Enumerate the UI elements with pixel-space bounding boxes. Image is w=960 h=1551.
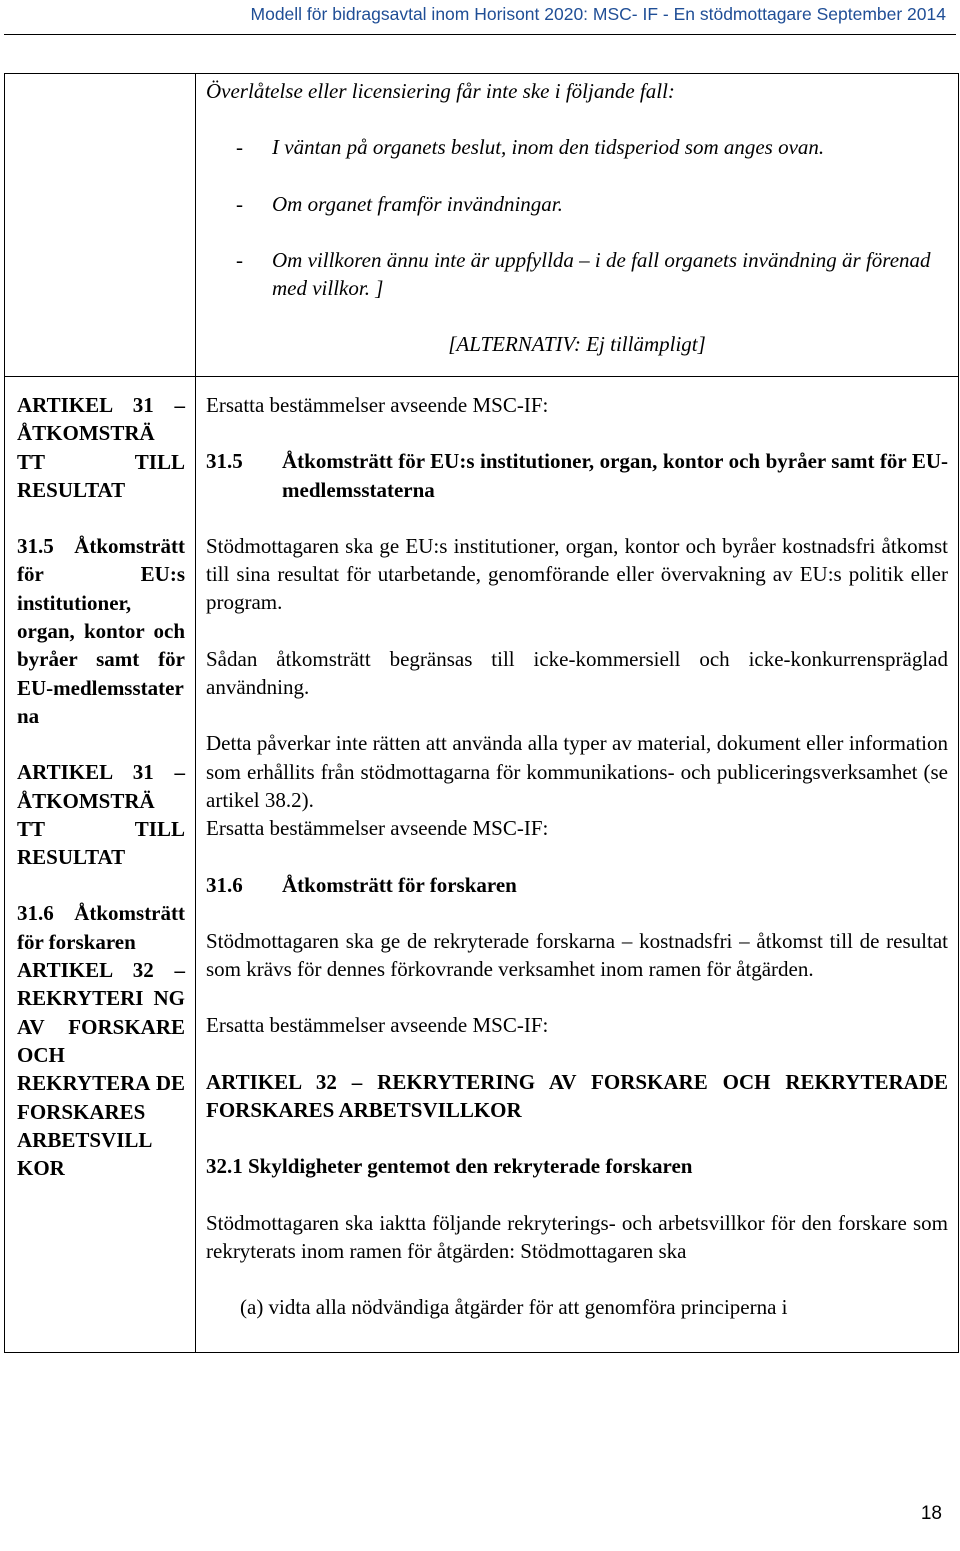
- section-heading-31-6: 31.6 Åtkomsträtt för forskaren: [206, 872, 517, 897]
- page-number: 18: [920, 1503, 942, 1524]
- section-heading-32-1: 32.1 Skyldigheter gentemot den rekryterade forskaren: [206, 1154, 693, 1179]
- intro-text: Överlåtelse eller licensiering får inte ske i följande fall:: [206, 79, 675, 103]
- paragraph: Detta påverkar inte rätten att använda alla typer av material, dokument eller information som erhållits från stödmottagarna för kommunikations- och publiceringsverksamhet (se artikel 38.2).: [206, 731, 948, 812]
- left-heading-art31-repeat: ARTIKEL 31 – ÅTKOMSTRÄ TT TILL RESULTAT: [17, 760, 185, 870]
- document-header: Modell för bidragsavtal inom Horisont 2020: MSC- IF - En stödmottagare September 2014: [250, 4, 946, 24]
- paragraph: Stödmottagaren ska ge de rekryterade forskarna – kostnadsfri – åtkomst till de resultat som krävs för dennes förkovrande verksamhet inom ramen för åtgärden.: [206, 928, 948, 982]
- table-row: [5, 74, 959, 377]
- document-table: [4, 73, 959, 1353]
- list-item: - Om organet framför invändningar.: [236, 191, 563, 216]
- list-item: - I väntan på organets beslut, inom den tidsperiod som anges ovan.: [236, 135, 825, 160]
- list-item: (a) vidta alla nödvändiga åtgärder för att genomföra principerna i: [240, 1295, 788, 1320]
- paragraph: Stödmottagaren ska iakttа följande rekryterings- och arbetsvillkor för den forskare som rekryterats inom ramen för åtgärden: Stödmottagaren ska: [206, 1210, 948, 1263]
- list-item: - Om villkoren ännu inte är uppfyllda – i de fall organets invändning är förenad med villkor. ]: [236, 247, 931, 301]
- main-right-cell: [196, 377, 959, 1353]
- article-32-heading: ARTIKEL 32 – REKRYTERING AV FORSKARE OCH REKRYTERADE FORSKARES ARBETSVILLKOR: [206, 1069, 948, 1123]
- left-heading-31-5: 31.5 Åtkomsträtt för EU:s institutioner, organ, kontor och byråer samt för EU-medlemsstater na: [17, 534, 185, 728]
- paragraph: Stödmottagaren ska ge EU:s institutioner, organ, kontor och byråer kostnadsfri åtkomst till sina resultat för utarbetande, genomförande eller övervakning av EU:s politik eller program.: [206, 533, 948, 615]
- top-right-cell: [196, 74, 959, 377]
- header-rule: [4, 34, 956, 35]
- left-heading-art31: ARTIKEL 31 – ÅTKOMSTRÄ TT TILL RESULTAT: [17, 393, 185, 502]
- replacement-note: Ersatta bestämmelser avseende MSC-IF:: [206, 393, 549, 417]
- left-cell-headings: [5, 377, 196, 1353]
- left-heading-art32: ARTIKEL 32 – REKRYTERI NG AV FORSKARE OCH REKRYTERA DE FORSKARES ARBETSVILL KOR: [17, 958, 185, 1181]
- paragraph: Sådan åtkomsträtt begränsas till icke-kommersiell och icke-konkurrenspräglad användning.: [206, 646, 948, 700]
- left-cell-empty: [5, 74, 196, 377]
- replacement-note: Ersatta bestämmelser avseende MSC-IF:: [206, 816, 549, 841]
- replacement-note: Ersatta bestämmelser avseende MSC-IF:: [206, 1013, 549, 1038]
- section-heading-31-5: 31.5 Åtkomsträtt för EU:s institutioner, organ, kontor och byråer samt för EU-medlemsstaterna: [206, 449, 948, 502]
- alternative-note: [ALTERNATIV: Ej tillämpligt]: [448, 332, 706, 357]
- table-row: [5, 377, 959, 1353]
- left-heading-31-6: 31.6 Åtkomsträtt för forskaren: [17, 901, 185, 954]
